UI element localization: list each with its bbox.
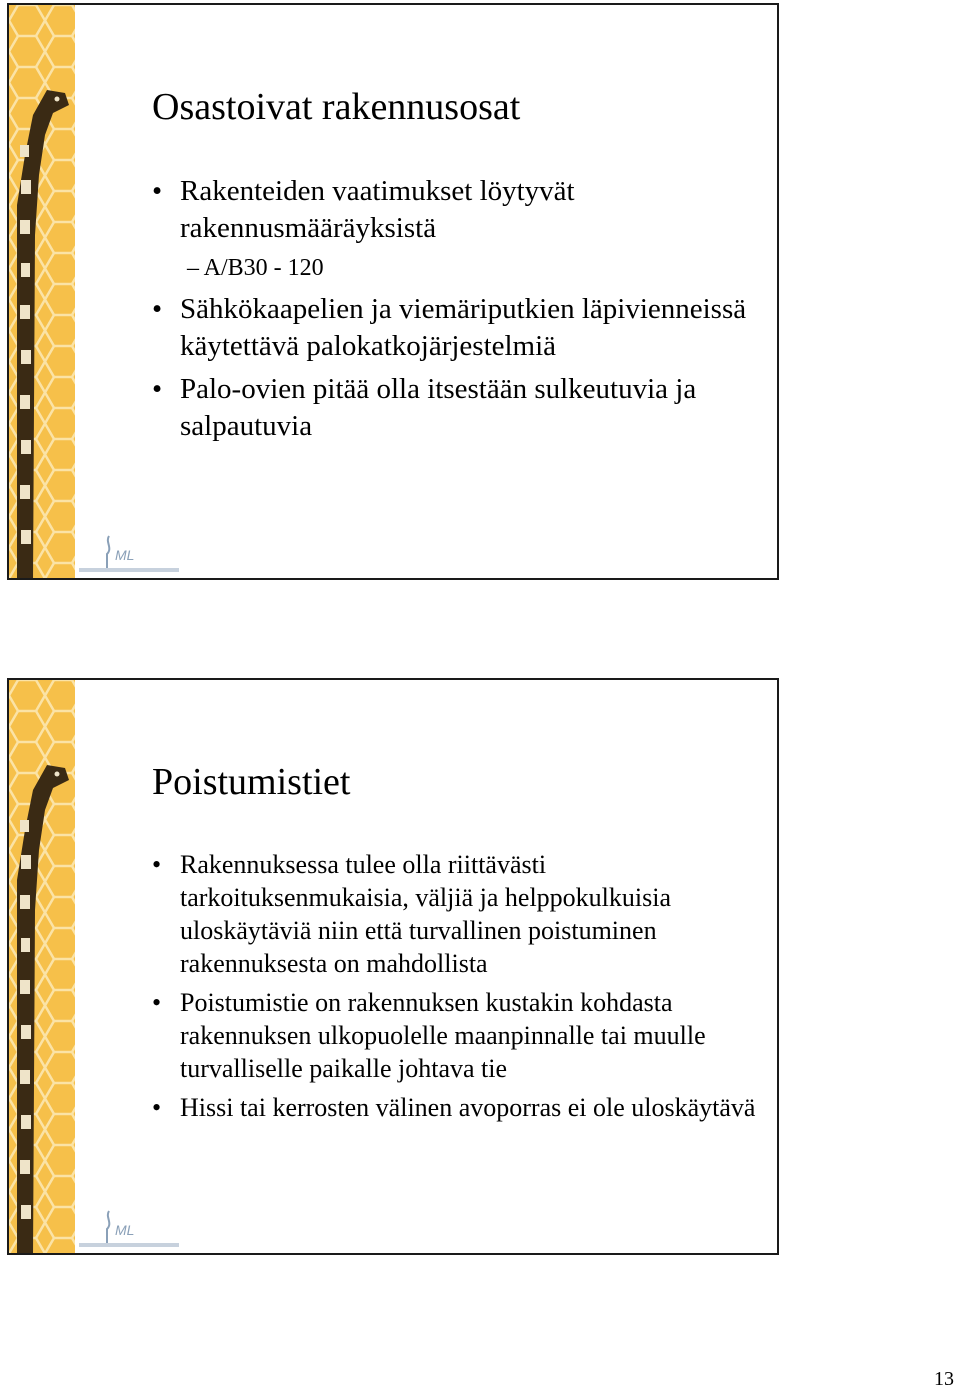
slide-title: Poistumistiet [152,761,351,803]
bullet-item [152,173,762,247]
tml-logo-icon [75,532,185,576]
honeycomb-sidebar [9,5,75,578]
sub-bullet-item: – A/B30 - 120 [187,255,324,281]
bullet-dot: • [152,175,163,207]
slide-2 [7,678,779,1255]
bullet-text: Sähkökaapelien ja viemäriputkien läpivienneissä käytettävä palokatkojärjestelmiä [180,293,747,362]
honeycomb-pattern-icon [9,5,75,578]
bullet-item [152,291,762,365]
bullet-list [152,173,762,451]
bullet-dot: • [152,1093,162,1122]
bullet-text: Rakennuksessa tulee olla riittävästi tarkoituksenmukaisia, väljiä ja helppokulkuisia uloskäytäviä niin että turvallinen poistuminen rakennuksesta on mahdollista [180,850,672,978]
page-number: 13 [934,1368,954,1390]
slide-1 [7,3,779,580]
bullet-dot: • [152,988,162,1017]
bullet-item [152,848,762,980]
tml-logo-icon [75,1207,185,1251]
honeycomb-pattern-icon [9,680,75,1253]
slide-title: Osastoivat rakennusosat [152,86,521,128]
bullet-dot: • [152,293,163,325]
bullet-item [152,1091,762,1124]
bullet-item [152,371,762,445]
bullet-item [152,986,762,1085]
bullet-text: Poistumistie on rakennuksen kustakin kohdasta rakennuksen ulkopuolelle maanpinnalle tai muulle turvalliselle paikalle johtava tie [180,988,706,1083]
honeycomb-sidebar [9,680,75,1253]
svg-text:ML: ML [115,1222,135,1238]
bullet-dot: • [152,850,162,879]
bullet-text: Hissi tai kerrosten välinen avoporras ei ole uloskäytävä [180,1093,756,1122]
bullet-text: Palo-ovien pitää olla itsestään sulkeutuvia ja salpautuvia [180,373,697,442]
bullet-dot: • [152,373,163,405]
svg-text:ML: ML [115,547,135,563]
bullet-text: Rakenteiden vaatimukset löytyvät rakennusmääräyksistä [180,175,575,244]
bullet-list [152,848,762,1130]
